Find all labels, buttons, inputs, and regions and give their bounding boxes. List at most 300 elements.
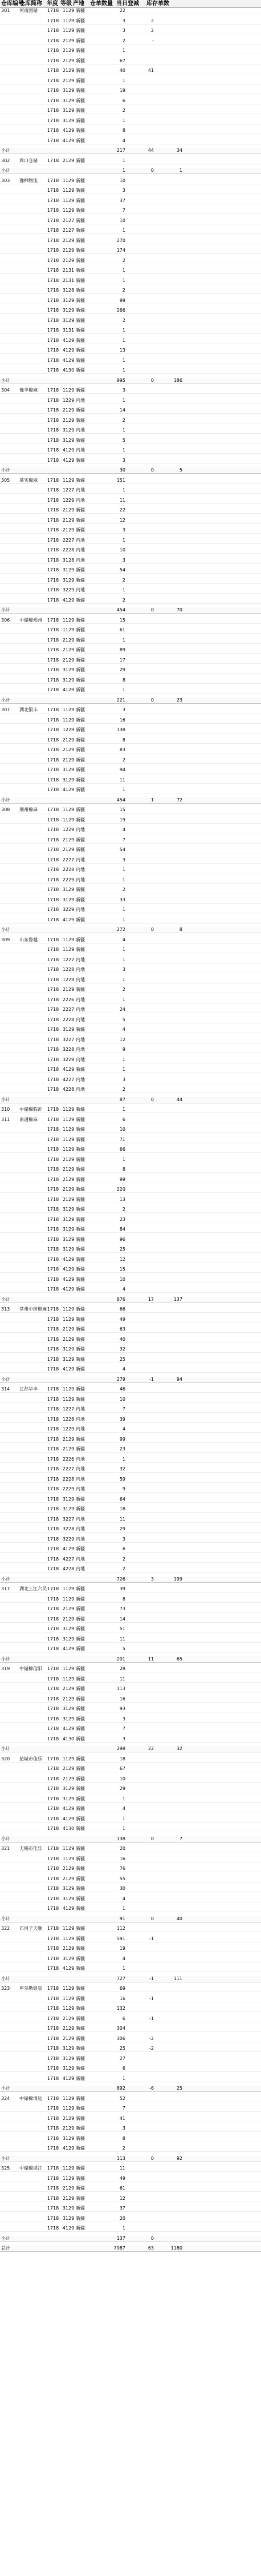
cell-warehouse-code <box>1 727 17 733</box>
cell-grade: 2129 <box>62 1696 75 1702</box>
cell-warehouse-code <box>1 1417 17 1422</box>
cell-grade: 1129 <box>62 1936 75 1941</box>
cell-year: 1718 <box>47 1176 59 1182</box>
cell-stock-count <box>157 138 182 144</box>
cell-receipt-quantity: 2 <box>122 757 125 763</box>
cell-warehouse-name <box>19 467 44 473</box>
cell-warehouse-code <box>1 1147 17 1152</box>
cell-daily-change <box>129 2146 154 2151</box>
cell-stock-count <box>157 1706 182 1712</box>
cell-warehouse-code <box>1 1796 17 1802</box>
cell-origin: 新疆 <box>76 1546 85 1551</box>
cell-stock-count <box>157 487 182 493</box>
cell-daily-change <box>129 2136 154 2142</box>
cell-grade: 1129 <box>62 1996 75 2001</box>
table-row <box>0 1397 261 1403</box>
table-row <box>0 1087 261 1093</box>
cell-origin: 新疆 <box>76 18 85 23</box>
cell-grade: 2129 <box>62 737 75 743</box>
cell-receipt-quantity: 52 <box>119 2095 125 2101</box>
cell-warehouse-name: 中储棉郑州 <box>19 617 42 623</box>
subtotal-row <box>0 1377 261 1383</box>
table-header <box>0 0 261 8</box>
cell-year: 1718 <box>47 2115 59 2121</box>
cell-warehouse-name <box>19 2196 44 2202</box>
cell-warehouse-code <box>1 58 17 64</box>
table-row <box>0 658 261 664</box>
cell-year: 1718 <box>47 1466 59 1472</box>
cell-receipt-quantity: 1 <box>122 867 125 872</box>
cell-origin: 内地 <box>76 1536 85 1542</box>
cell-origin: 新疆 <box>76 1227 85 1232</box>
cell-warehouse-code <box>1 2206 17 2211</box>
cell-grade: 1129 <box>62 1676 75 1682</box>
cell-stock-count <box>157 707 182 713</box>
cell-receipt-quantity: 13 <box>119 1196 125 1202</box>
cell-stock-count <box>157 827 182 833</box>
cell-grade: 3129 <box>62 1236 75 1242</box>
table-row <box>0 1277 261 1283</box>
cell-daily-change <box>129 138 154 144</box>
cell-warehouse-name <box>19 198 44 204</box>
cell-daily-change: -1 <box>149 1996 154 2001</box>
cell-receipt-quantity: 19 <box>119 817 125 823</box>
cell-grade: 4228 <box>62 1566 75 1571</box>
cell-grade: 4129 <box>62 1806 75 1811</box>
header-year: 年度 <box>47 1 58 7</box>
cell-daily-change <box>129 1736 154 1742</box>
cell-receipt-quantity: 18 <box>119 1756 125 1761</box>
cell-origin: 新疆 <box>76 1706 85 1711</box>
cell-daily-change <box>129 1127 154 1132</box>
cell-daily-change <box>129 907 154 913</box>
cell-year: 1718 <box>47 1107 59 1112</box>
cell-grade: 3129 <box>62 677 75 683</box>
cell-warehouse-name <box>19 308 44 313</box>
cell-grade: 1129 <box>62 2175 75 2181</box>
cell-origin: 新疆 <box>76 817 85 823</box>
cell-warehouse-name: 南通棉麻 <box>19 1116 38 1122</box>
cell-receipt-quantity: 10 <box>119 217 125 223</box>
cell-warehouse-name <box>19 957 44 963</box>
cell-origin: 内地 <box>76 1007 85 1012</box>
cell-receipt-quantity: 1 <box>122 337 125 343</box>
cell-stock-count <box>157 1207 182 1212</box>
table-row <box>0 1197 261 1203</box>
cell-warehouse-name <box>19 1327 44 1332</box>
cell-year: 1718 <box>47 1267 59 1272</box>
cell-warehouse-name <box>19 1017 44 1023</box>
cell-stock-count <box>157 1597 182 1602</box>
cell-stock-count <box>157 1457 182 1462</box>
cell-warehouse-code <box>1 1167 17 1172</box>
cell-warehouse-code <box>1 2116 17 2122</box>
subtotal-row <box>0 607 261 614</box>
cell-warehouse-code <box>1 1047 17 1053</box>
cell-year: 1718 <box>47 597 59 603</box>
cell-origin: 内地 <box>76 1456 85 1462</box>
cell-origin: 新疆 <box>76 308 85 313</box>
cell-stock-count <box>157 178 182 184</box>
cell-warehouse-code <box>1 558 17 563</box>
cell-stock-count <box>157 987 182 993</box>
cell-warehouse-name <box>19 1197 44 1203</box>
cell-grade: 2129 <box>62 647 75 652</box>
cell-warehouse-code <box>1 1646 17 1652</box>
cell-warehouse-name <box>19 607 44 613</box>
cell-stock-count <box>157 867 182 873</box>
cell-warehouse-code <box>1 18 17 24</box>
table-row <box>0 1477 261 1483</box>
cell-warehouse-name <box>19 1437 44 1442</box>
cell-origin: 内地 <box>76 877 85 882</box>
cell-receipt-quantity: 3 <box>122 557 125 563</box>
table-row <box>0 1676 261 1683</box>
cell-receipt-quantity: 1 <box>122 228 125 233</box>
cell-origin: 新疆 <box>76 2195 85 2201</box>
cell-grade: 3131 <box>62 328 75 333</box>
table-row <box>0 2226 261 2232</box>
cell-warehouse-code <box>1 1557 17 1562</box>
cell-warehouse-code <box>1 897 17 903</box>
cell-receipt-quantity: 46 <box>119 1386 125 1392</box>
cell-origin: 新疆 <box>76 228 85 233</box>
cell-warehouse-name <box>19 1906 44 1912</box>
cell-daily-change <box>129 887 154 893</box>
cell-daily-change <box>129 218 154 224</box>
cell-receipt-quantity: 1 <box>122 1107 125 1112</box>
cell-grade: 2129 <box>62 2015 75 2021</box>
cell-warehouse-code <box>1 747 17 753</box>
cell-year: 1718 <box>47 1696 59 1702</box>
cell-daily-change <box>129 1766 154 1772</box>
cell-grade <box>62 1746 75 1752</box>
cell-warehouse-code <box>1 687 17 693</box>
cell-warehouse-code <box>1 787 17 793</box>
cell-year: 1718 <box>47 917 59 922</box>
cell-origin: 新疆 <box>76 417 85 423</box>
cell-daily-change <box>129 278 154 284</box>
cell-warehouse-name <box>19 1816 44 1822</box>
table-row <box>0 1986 261 1992</box>
cell-receipt-quantity: 138 <box>116 727 125 732</box>
cell-receipt-quantity: 24 <box>119 1007 125 1012</box>
cell-year: 1718 <box>47 217 59 223</box>
cell-warehouse-code <box>1 2216 17 2222</box>
cell-grade: 1229 <box>62 1426 75 1432</box>
cell-year: 1718 <box>47 1436 59 1442</box>
table-row <box>0 1466 261 1473</box>
cell-grade <box>62 1097 75 1103</box>
cell-daily-change: 17 <box>148 1296 154 1302</box>
cell-grade: 2129 <box>62 1866 75 1871</box>
table-row <box>0 1147 261 1153</box>
cell-grade: 4129 <box>62 597 75 603</box>
table-row <box>0 1077 261 1083</box>
cell-origin: 内地 <box>76 1406 85 1412</box>
cell-origin: 新疆 <box>76 2006 85 2011</box>
cell-receipt-quantity: 1 <box>122 448 125 453</box>
cell-year: 1718 <box>47 158 59 163</box>
cell-grade: 1129 <box>62 937 75 942</box>
cell-grade: 2129 <box>62 1616 75 1622</box>
cell-origin: 新疆 <box>76 138 85 143</box>
cell-warehouse-name <box>19 1646 44 1652</box>
table-row <box>0 757 261 764</box>
table-row <box>0 1566 261 1573</box>
table-row <box>0 1317 261 1323</box>
cell-daily-change <box>129 1906 154 1912</box>
cell-stock-count <box>157 1926 182 1932</box>
cell-grade: 1129 <box>62 28 75 33</box>
cell-warehouse-code <box>1 2186 17 2191</box>
cell-daily-change <box>129 1956 154 1962</box>
cell-origin: 内地 <box>76 1047 85 1052</box>
cell-receipt-quantity: 15 <box>119 807 125 812</box>
cell-daily-change <box>129 717 154 723</box>
cell-warehouse-name <box>19 228 44 233</box>
cell-origin: 内地 <box>76 907 85 912</box>
cell-grade: 3228 <box>62 1526 75 1531</box>
cell-warehouse-name <box>19 1776 44 1782</box>
cell-warehouse-name <box>19 887 44 893</box>
table-row <box>0 418 261 424</box>
table-row <box>0 1357 261 1363</box>
cell-origin: 新疆 <box>76 1996 85 2001</box>
cell-grade: 3129 <box>62 317 75 323</box>
cell-stock-count <box>157 1217 182 1223</box>
cell-year: 1718 <box>47 297 59 303</box>
cell-warehouse-name <box>19 1047 44 1053</box>
cell-stock-count <box>157 1756 182 1762</box>
cell-warehouse-code <box>1 1866 17 1872</box>
cell-daily-change <box>129 1506 154 1512</box>
cell-warehouse-code <box>1 288 17 293</box>
cell-year: 1718 <box>47 1307 59 1312</box>
cell-stock-count <box>157 48 182 54</box>
cell-warehouse-code <box>1 1197 17 1203</box>
cell-year <box>46 2246 60 2251</box>
table-row <box>0 1736 261 1743</box>
cell-warehouse-name <box>19 1517 44 1522</box>
cell-grade: 2129 <box>62 517 75 523</box>
cell-stock-count <box>157 1986 182 1992</box>
cell-origin: 新疆 <box>76 48 85 53</box>
cell-warehouse-name <box>19 827 44 833</box>
cell-year: 1718 <box>47 1187 59 1192</box>
cell-grade: 1129 <box>62 188 75 193</box>
cell-receipt-quantity: 137 <box>116 2235 125 2241</box>
cell-daily-change <box>129 1526 154 1532</box>
cell-stock-count <box>157 18 182 24</box>
cell-stock-count <box>157 937 182 943</box>
cell-stock-count <box>157 747 182 753</box>
cell-receipt-quantity: 64 <box>119 1496 125 1502</box>
table-row <box>0 348 261 354</box>
cell-daily-change: -2 <box>149 2046 154 2051</box>
cell-stock-count <box>157 1826 182 1832</box>
cell-origin: 新疆 <box>76 38 85 43</box>
cell-stock-count <box>157 2236 182 2242</box>
cell-warehouse-name <box>19 1996 44 2002</box>
cell-warehouse-name: 常州中纺棉麻 <box>19 1307 47 1312</box>
cell-grade: 3227 <box>62 1037 75 1042</box>
cell-warehouse-name <box>19 2186 44 2191</box>
cell-warehouse-code <box>1 967 17 973</box>
table-row <box>0 1846 261 1852</box>
cell-warehouse-code: 总计 <box>1 2246 10 2251</box>
cell-origin: 新疆 <box>76 1366 85 1372</box>
table-row <box>0 2036 261 2042</box>
cell-warehouse-code <box>1 1566 17 1572</box>
cell-warehouse-code <box>1 218 17 224</box>
cell-stock-count <box>157 877 182 883</box>
cell-stock-count <box>157 2066 182 2071</box>
cell-daily-change <box>129 1047 154 1053</box>
cell-receipt-quantity: 61 <box>119 627 125 632</box>
cell-year: 1718 <box>47 1636 59 1642</box>
cell-stock-count <box>157 837 182 843</box>
cell-warehouse-code <box>1 817 17 823</box>
cell-origin: 新疆 <box>76 78 85 83</box>
cell-grade: 2129 <box>62 987 75 992</box>
cell-origin: 新疆 <box>76 597 85 603</box>
cell-grade: 4129 <box>62 1287 75 1292</box>
cell-stock-count <box>157 1506 182 1512</box>
cell-warehouse-code <box>1 867 17 873</box>
cell-stock-count <box>157 2216 182 2222</box>
cell-daily-change <box>129 1177 154 1183</box>
cell-year: 1718 <box>47 58 59 63</box>
cell-stock-count <box>157 1856 182 1862</box>
table-row <box>0 1347 261 1353</box>
cell-receipt-quantity: 2 <box>122 2146 125 2151</box>
cell-origin: 新疆 <box>76 1866 85 1871</box>
table-row <box>0 1926 261 1932</box>
cell-receipt-quantity: 29 <box>119 1526 125 1531</box>
cell-stock-count <box>157 1167 182 1172</box>
cell-year: 1718 <box>47 268 59 273</box>
cell-warehouse-code: 小计 <box>1 1836 10 1841</box>
table-row <box>0 358 261 364</box>
cell-warehouse-name <box>19 777 44 783</box>
table-row <box>0 1546 261 1553</box>
cell-grade: 2129 <box>62 1336 75 1342</box>
cell-daily-change: 22 <box>148 1746 154 1751</box>
cell-daily-change <box>129 1816 154 1822</box>
cell-stock-count <box>157 1187 182 1192</box>
cell-origin <box>76 2236 93 2242</box>
cell-warehouse-code <box>1 368 17 373</box>
cell-grade: 3129 <box>62 767 75 772</box>
cell-stock-count <box>157 618 182 623</box>
cell-year: 1718 <box>47 727 59 732</box>
cell-grade: 4129 <box>62 1726 75 1731</box>
cell-receipt-quantity: 892 <box>116 2086 125 2091</box>
cell-receipt-quantity: 12 <box>119 1037 125 1042</box>
cell-origin: 新疆 <box>76 1196 85 1202</box>
cell-year: 1718 <box>47 777 59 783</box>
cell-stock-count <box>157 228 182 233</box>
cell-warehouse-name <box>19 598 44 603</box>
table-row <box>0 1137 261 1143</box>
cell-origin: 新疆 <box>76 1496 85 1502</box>
subtotal-row <box>0 1297 261 1303</box>
cell-warehouse-name <box>19 98 44 104</box>
cell-origin: 新疆 <box>76 1786 85 1791</box>
cell-grade: 1129 <box>62 1926 75 1931</box>
table-row <box>0 1237 261 1243</box>
cell-warehouse-code <box>1 108 17 114</box>
cell-year: 1718 <box>47 1716 59 1722</box>
cell-grade: 3129 <box>62 1706 75 1711</box>
table-row <box>0 1386 261 1393</box>
cell-grade: 2129 <box>62 1766 75 1771</box>
cell-stock-count <box>157 527 182 533</box>
table-row <box>0 128 261 134</box>
cell-daily-change <box>129 118 154 124</box>
cell-receipt-quantity: 8 <box>122 1596 125 1602</box>
cell-stock-count <box>157 1486 182 1492</box>
cell-receipt-quantity: 454 <box>116 797 125 803</box>
cell-origin <box>76 1836 93 1842</box>
cell-receipt-quantity: 84 <box>119 1227 125 1232</box>
cell-stock-count <box>157 1337 182 1343</box>
cell-origin: 内地 <box>76 1516 85 1522</box>
cell-warehouse-name <box>19 1866 44 1872</box>
cell-warehouse-code <box>1 2226 17 2231</box>
header-stock-count: 库存单数 <box>146 1 169 7</box>
cell-origin: 新疆 <box>76 1676 85 1682</box>
cell-grade <box>62 2236 75 2242</box>
cell-warehouse-name: 中储棉临沂 <box>19 1107 42 1112</box>
cell-origin: 新疆 <box>76 1886 85 1891</box>
cell-year: 1718 <box>47 627 59 632</box>
cell-grade: 3129 <box>62 2206 75 2211</box>
cell-origin: 新疆 <box>76 777 85 783</box>
cell-year: 1718 <box>47 178 59 183</box>
cell-warehouse-name <box>19 2246 44 2251</box>
cell-grade: 3229 <box>62 587 75 592</box>
cell-warehouse-code <box>1 658 17 663</box>
cell-warehouse-code <box>1 1347 17 1352</box>
cell-origin: 新疆 <box>76 217 85 223</box>
cell-year: 1718 <box>47 308 59 313</box>
cell-stock-count <box>157 1626 182 1632</box>
cell-receipt-quantity: 18 <box>119 1506 125 1511</box>
cell-grade: 4129 <box>62 138 75 143</box>
cell-daily-change <box>129 1696 154 1702</box>
cell-daily-change <box>129 1826 154 1832</box>
cell-daily-change <box>129 478 154 483</box>
cell-origin <box>76 1746 93 1752</box>
cell-daily-change <box>129 1606 154 1612</box>
cell-year: 1718 <box>47 1077 59 1082</box>
cell-stock-count: 65 <box>176 1656 182 1662</box>
cell-warehouse-code <box>1 1626 17 1632</box>
cell-daily-change: 63 <box>148 2246 154 2251</box>
cell-receipt-quantity: 7 <box>122 2106 125 2111</box>
cell-daily-change: 3 <box>150 1576 154 1582</box>
cell-grade: 2229 <box>62 1486 75 1491</box>
cell-warehouse-name <box>19 897 44 903</box>
cell-warehouse-name <box>19 1506 44 1512</box>
table-row <box>0 1187 261 1193</box>
cell-warehouse-name <box>19 1766 44 1772</box>
cell-warehouse-code: 小计 <box>1 377 10 383</box>
cell-grade: 1129 <box>62 18 75 23</box>
cell-warehouse-name <box>19 987 44 993</box>
